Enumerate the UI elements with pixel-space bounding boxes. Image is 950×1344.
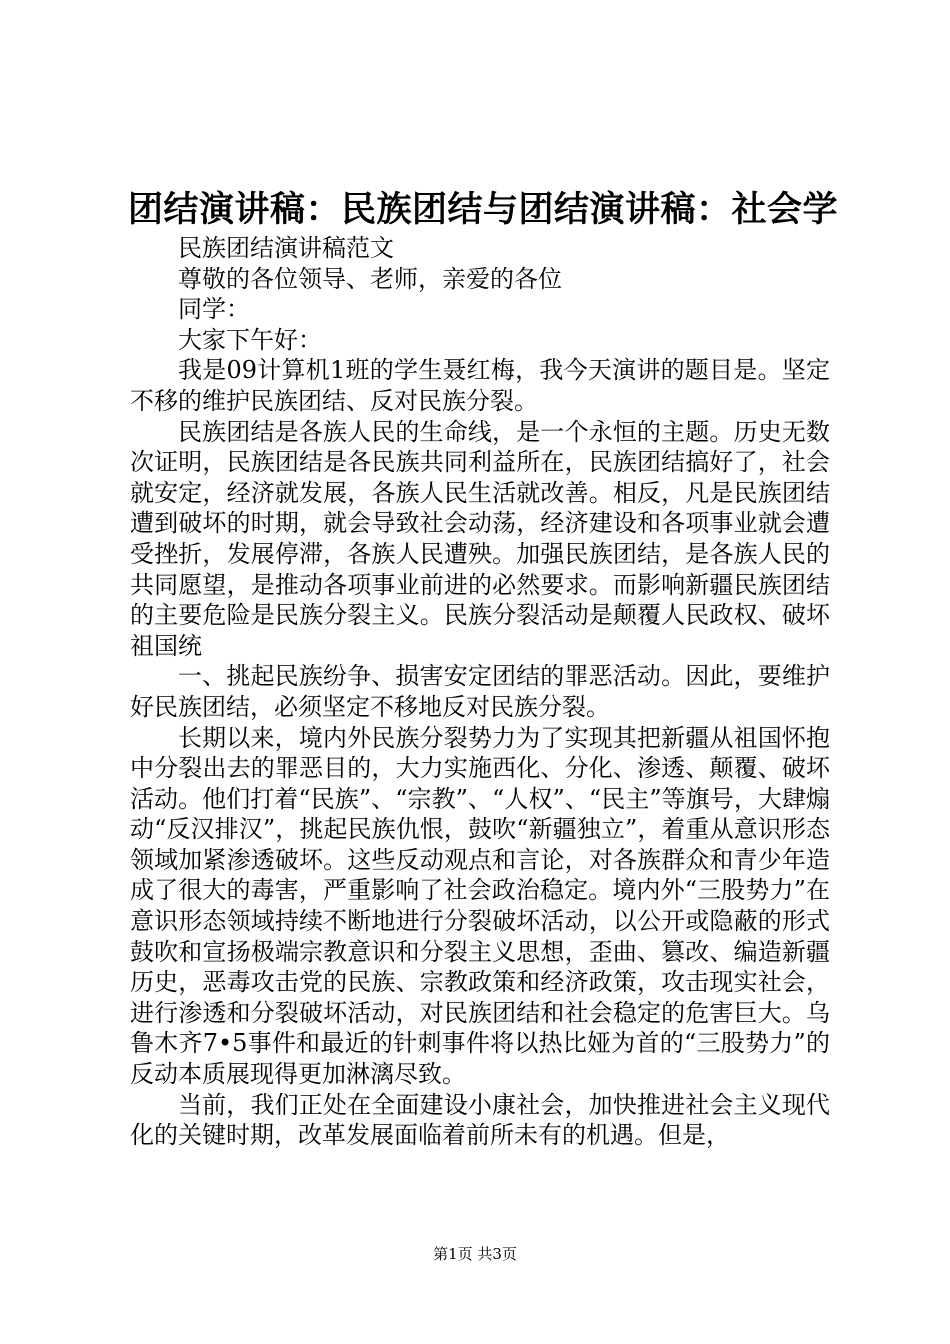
paragraph: 同学： <box>178 295 250 324</box>
document-title: 团结演讲稿：民族团结与团结演讲稿：社会学 <box>128 190 839 230</box>
paragraph: 大家下午好： <box>178 325 322 354</box>
document-body <box>130 233 830 1151</box>
paragraph: 我是09计算机1班的学生聂红梅，我今天演讲的题目是。坚定不移的维护民族团结、反对民族分裂。 <box>130 356 830 415</box>
page-footer: 第1页 共3页 <box>433 1245 517 1263</box>
paragraph: 长期以来，境内外民族分裂势力为了实现其把新疆从祖国怀抱中分裂出去的罪恶目的，大力实施西化、分化、渗透、颠覆、破坏活动。他们打着“民族”、“宗教”、“人权”、“民主”等旗号，大肆煽动“反汉排汉”，挑起民族仇恨，鼓吹“新疆独立”，着重从意识形态领域加紧渗透破坏。这些反动观点和言论，对各族群众和青少年造成了很大的毒害，严重影响了社会政治稳定。境内外“三股势力”在意识形态领域持续不断地进行分裂破坏活动，以公开或隐蔽的形式鼓吹和宣扬极端宗教意识和分裂主义思想，歪曲、篡改、编造新疆历史，恶毒攻击党的民族、宗教政策和经济政策，攻击现实社会，进行渗透和分裂破坏活动，对民族团结和社会稳定的危害巨大。乌鲁木齐7•5事件和最近的针刺事件将以热比娅为首的“三股势力”的反动本质展现得更加淋漓尽致。 <box>130 723 830 1089</box>
paragraph: 尊敬的各位领导、老师，亲爱的各位 <box>178 264 562 293</box>
paragraph: 当前，我们正处在全面建设小康社会，加快推进社会主义现代化的关键时期，改革发展面临着前所未有的机遇。但是， <box>130 1090 830 1150</box>
paragraph: 民族团结演讲稿范文 <box>178 234 394 262</box>
paragraph: 民族团结是各族人民的生命线，是一个永恒的主题。历史无数次证明，民族团结是各民族共同利益所在，民族团结搞好了，社会就安定，经济就发展，各族人民生活就改善。相反，凡是民族团结遭到破坏的时期，就会导致社会动荡，经济建设和各项事业就会遭受挫折，发展停滞，各族人民遭殃。加强民族团结，是各族人民的共同愿望，是推动各项事业前进的必然要求。而影响新疆民族团结的主要危险是民族分裂主义。民族分裂活动是颠覆人民政权、破坏祖国统 <box>130 417 830 660</box>
paragraph: 一、挑起民族纷争、损害安定团结的罪恶活动。因此，要维护好民族团结，必须坚定不移地反对民族分裂。 <box>130 662 830 721</box>
